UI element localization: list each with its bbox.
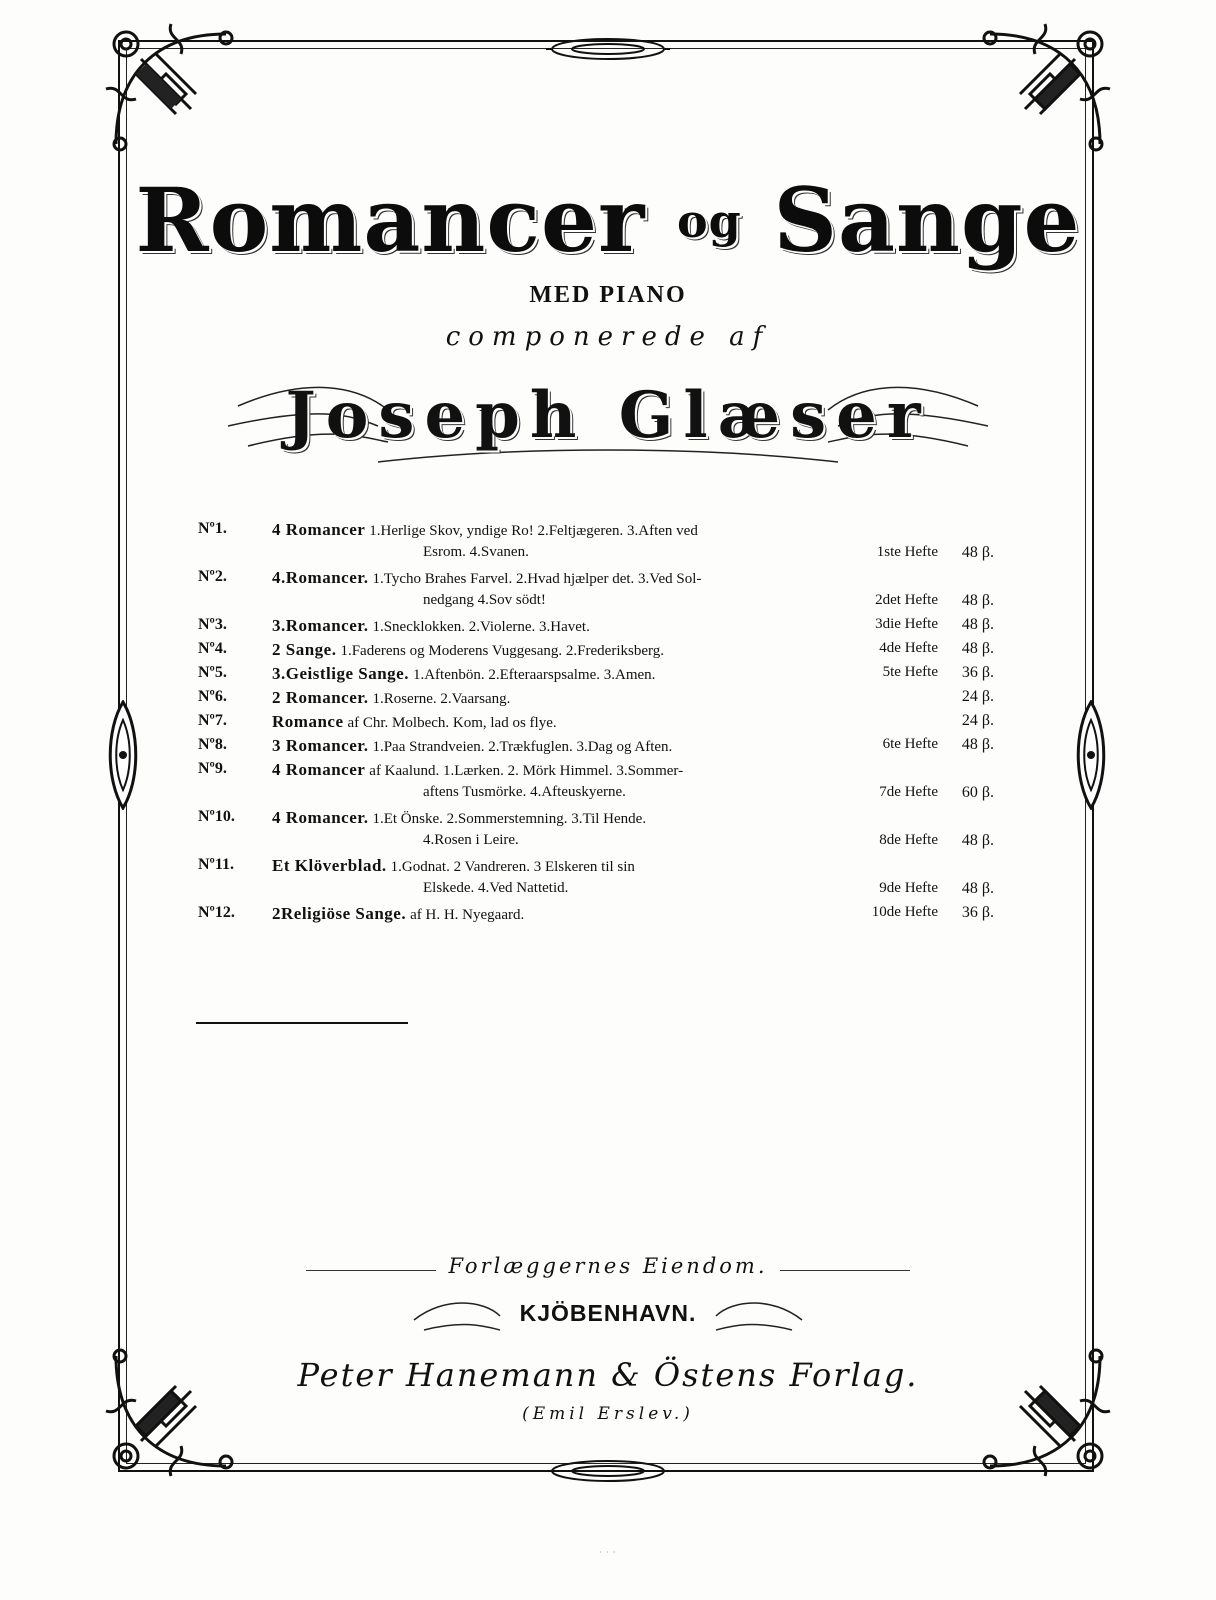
work-number: Nº9. <box>198 760 227 777</box>
subtitle: MED PIANO <box>529 282 687 308</box>
work-contents: af Kaalund. 1.Lærken. 2. Mörk Himmel. 3.Sommer- <box>369 763 684 779</box>
work-contents: af H. H. Nyegaard. <box>410 907 525 923</box>
work-row <box>198 664 998 688</box>
work-row <box>198 784 998 808</box>
work-group-title: 2 Romancer. <box>272 688 369 707</box>
work-group-title: 3.Romancer. <box>272 616 369 635</box>
work-row <box>198 856 998 880</box>
top-cartouche-ornament <box>546 34 670 64</box>
work-volume: 3die Hefte <box>875 616 938 632</box>
work-row <box>198 520 998 544</box>
work-price: 60 β. <box>961 784 994 801</box>
work-contents: 1.Roserne. 2.Vaarsang. <box>372 691 511 707</box>
work-description <box>423 880 820 897</box>
work-price: 36 β. <box>961 664 994 681</box>
work-description <box>272 664 820 684</box>
publisher-name: Peter Hanemann & Östens Forlag. <box>297 1356 919 1394</box>
work-description <box>272 616 820 636</box>
work-description <box>272 736 820 756</box>
work-contents: 1.Herlige Skov, yndige Ro! 2.Feltjægeren. 3.Aften ved <box>369 523 698 539</box>
printer-mark: · · · <box>599 1548 617 1557</box>
work-description <box>272 808 820 828</box>
title-word-romancer: Romancer <box>135 168 646 272</box>
work-description <box>423 784 820 801</box>
work-row <box>198 688 998 712</box>
work-description <box>272 520 820 540</box>
work-description <box>272 712 820 732</box>
work-description <box>272 688 820 708</box>
work-row <box>198 760 998 784</box>
work-contents: aftens Tusmörke. 4.Afteuskyerne. <box>423 784 626 800</box>
work-contents: nedgang 4.Sov södt! <box>423 592 546 608</box>
work-contents: 4.Rosen i Leire. <box>423 832 519 848</box>
publication-city: KJÖBENHAVN. <box>519 1300 697 1326</box>
work-price: 48 β. <box>961 592 994 609</box>
publisher-rights: Forlæggernes Eiendom. <box>448 1254 768 1278</box>
work-volume: 1ste Hefte <box>876 544 938 560</box>
work-contents: 1.Faderens og Moderens Vuggesang. 2.Frederiksberg. <box>340 643 664 659</box>
work-price: 36 β. <box>961 904 994 921</box>
work-number: Nº3. <box>198 616 227 633</box>
work-row <box>198 832 998 856</box>
corner-ornament-top-left <box>96 14 246 164</box>
work-volume: 5te Hefte <box>882 664 938 680</box>
work-price: 24 β. <box>961 712 994 729</box>
work-group-title: 4 Romancer <box>272 760 366 779</box>
work-number: Nº1. <box>198 520 227 537</box>
work-row <box>198 616 998 640</box>
work-description <box>272 856 820 876</box>
work-description <box>423 544 820 561</box>
work-number: Nº5. <box>198 664 227 681</box>
work-contents: 1.Godnat. 2 Vandreren. 3 Elskeren til sin <box>390 859 635 875</box>
work-price: 48 β. <box>961 616 994 633</box>
work-description <box>423 832 820 849</box>
work-group-title: 2 Sange. <box>272 640 337 659</box>
work-contents: 1.Snecklokken. 2.Violerne. 3.Havet. <box>372 619 590 635</box>
work-contents: 1.Et Önske. 2.Sommerstemning. 3.Til Hende. <box>372 811 647 827</box>
work-volume: 6te Hefte <box>882 736 938 752</box>
work-volume: 4de Hefte <box>879 640 938 656</box>
no12-underline <box>196 1022 408 1024</box>
work-volume: 2det Hefte <box>875 592 938 608</box>
bottom-cartouche-ornament <box>546 1456 670 1486</box>
composed-by-line: componerede af <box>445 322 771 352</box>
work-group-title: 3 Romancer. <box>272 736 369 755</box>
work-price: 48 β. <box>961 832 994 849</box>
work-row <box>198 712 998 736</box>
work-description <box>272 760 820 780</box>
work-price: 24 β. <box>961 688 994 705</box>
work-group-title: Et Klöverblad. <box>272 856 387 875</box>
left-side-ornament <box>102 700 144 810</box>
work-number: Nº2. <box>198 568 227 585</box>
proprietor-name: (Emil Erslev.) <box>522 1404 694 1424</box>
work-group-title: 4 Romancer <box>272 520 366 539</box>
work-row <box>198 544 998 568</box>
work-contents: 1.Tycho Brahes Farvel. 2.Hvad hjælper det. 3.Ved Sol- <box>372 571 702 587</box>
work-contents: af Chr. Molbech. Kom, lad os flye. <box>347 715 557 731</box>
right-side-ornament <box>1070 700 1112 810</box>
work-group-title: Romance <box>272 712 344 731</box>
work-row <box>198 808 998 832</box>
work-row <box>198 640 998 664</box>
work-price: 48 β. <box>961 544 994 561</box>
work-number: Nº8. <box>198 736 227 753</box>
work-group-title: 4.Romancer. <box>272 568 369 587</box>
work-description <box>272 904 820 924</box>
work-number: Nº7. <box>198 712 227 729</box>
work-number: Nº10. <box>198 808 235 825</box>
composer-name: Joseph Glæser <box>285 378 931 453</box>
work-number: Nº11. <box>198 856 234 873</box>
works-list <box>198 520 998 928</box>
corner-ornament-top-right <box>970 14 1120 164</box>
work-number: Nº6. <box>198 688 227 705</box>
title-word-sange: Sange <box>773 168 1081 272</box>
work-contents: Elskede. 4.Ved Nattetid. <box>423 880 569 896</box>
work-row <box>198 568 998 592</box>
main-title <box>0 168 1216 272</box>
work-contents: 1.Paa Strandveien. 2.Trækfuglen. 3.Dag og Aften. <box>372 739 673 755</box>
work-row <box>198 736 998 760</box>
work-row <box>198 592 998 616</box>
work-volume: 7de Hefte <box>879 784 938 800</box>
work-row <box>198 880 998 904</box>
work-volume: 10de Hefte <box>871 904 938 920</box>
work-price: 48 β. <box>961 640 994 657</box>
title-word-og: og <box>676 194 742 248</box>
work-description <box>272 640 820 660</box>
work-description <box>423 592 820 609</box>
work-group-title: 4 Romancer. <box>272 808 369 827</box>
work-volume: 8de Hefte <box>879 832 938 848</box>
work-volume: 9de Hefte <box>879 880 938 896</box>
work-price: 48 β. <box>961 736 994 753</box>
work-group-title: 2Religiöse Sange. <box>272 904 407 923</box>
work-contents: Esrom. 4.Svanen. <box>423 544 529 560</box>
work-row <box>198 904 998 928</box>
work-number: Nº12. <box>198 904 235 921</box>
work-price: 48 β. <box>961 880 994 897</box>
work-description <box>272 568 820 588</box>
work-group-title: 3.Geistlige Sange. <box>272 664 409 683</box>
work-contents: 1.Aftenbön. 2.Efteraarspsalme. 3.Amen. <box>412 667 656 683</box>
work-number: Nº4. <box>198 640 227 657</box>
